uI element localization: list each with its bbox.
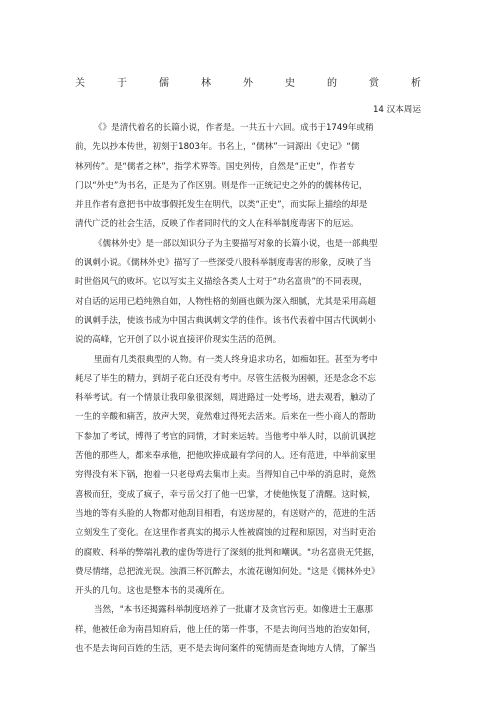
author-byline: 14 汉本周运: [372, 105, 421, 115]
paragraph: [75, 235, 421, 351]
paragraph: [75, 601, 421, 659]
title-char: 林: [201, 78, 211, 89]
paragraph: [75, 119, 421, 235]
paragraph-line: 立刻发生了变化。在这里作者真实的揭示人性被腐蚀的过程和原因，对当时吏治: [75, 528, 376, 539]
title-char: 儒: [159, 78, 169, 89]
paragraph-line: 耗尽了毕生的精力，到胡子花白还没有考中。尽管生活极为困顿，还是念念不忘: [75, 373, 376, 384]
paragraph-line: 的讽刺手法，使该书成为中国古典讽刺文学的佳作。该书代表着中国古代讽刺小: [75, 315, 376, 326]
paragraph-line: 费尽情绪，总把流光误。浊酒三杯沉醉去，水流花谢知何处。"这是《儒林外史》: [75, 566, 380, 577]
document-title: [75, 74, 421, 89]
title-char: 关: [75, 78, 85, 89]
paragraph-line: 的讽刺小说。《儒林外史》描写了一些深受八股科举制度毒害的形象，反映了当: [75, 258, 372, 269]
title-char: 史: [285, 78, 295, 89]
paragraph-line: 样，他被任命为南昌知府后，他上任的第一件事，不是去询问当地的治安如何，: [75, 624, 376, 635]
paragraph-line: 门以“外史”为书名，正是为了作区别。则是作一正统记史之外的的儒林传记，: [75, 180, 368, 191]
paragraph-line: 林列传”。是“儒者之林”，指学术界等。国史列传，自然是“正史”，作者专: [75, 161, 356, 172]
paragraph-line: 并且作者有意把书中故事假托发生在明代，以类“正史”，而实际上描绘的却是: [75, 200, 368, 211]
paragraph-line: 开头的几句。这也是整本书的灵魂所在。: [75, 586, 230, 597]
title-char: 于: [117, 78, 127, 89]
paragraph-line: 喜极而狂，变成了疯子，幸亏岳父打了他一巴掌，才使他恢复了清醒。这时候，: [75, 489, 376, 500]
paragraph-line: 当地的等有头脸的人物都对他刮目相看，有送房屋的，有送财产的，范进的生活: [75, 508, 376, 519]
paragraph-line: 清代广泛的社会生活，反映了作者同时代的文人在科举制度毒害下的厄运。: [75, 219, 359, 230]
title-char: 析: [411, 78, 421, 89]
paragraph-line: 苦他的那些人，都来奉承他，把他吹捧成最有学问的人。还有范进，中举前家里: [75, 451, 376, 462]
paragraph-line: 《》是清代着名的长篇小说，作者是。一共五十六回。成书于1749年或稍: [93, 123, 374, 133]
paragraph-line: 的腐败、科举的弊端礼教的虚伪等进行了深刻的批判和嘲讽。"功名富贵无凭据，: [75, 547, 380, 558]
paragraph-line: 时世俗风气的败坏。它以写实主义描绘各类人士对于“功名富贵”的不同表现，: [75, 277, 368, 288]
paragraph-line: 下参加了考试，博得了考官的同情，才时来运转。当他考中举人时，以前讥讽挖: [75, 431, 376, 442]
paragraph: [75, 351, 421, 602]
paragraph-line: 也不是去询问百姓的生活，更不是去询问案件的冤情而是查询地方人情，了解当: [75, 644, 376, 655]
paragraph-line: 前，先以抄本传世，初刻于1803年。书名上，“儒林”一词源出《史记》“儒: [75, 142, 360, 153]
paragraph-line: 对自话的运用已趋纯熟自如，人物性格的刻画也颇为深入细腻，尤其是采用高超: [75, 296, 376, 307]
paragraph-line: 穷得没有米下锅，抱着一只老母鸡去集市上卖。当得知自己中举的消息时，竟然: [75, 470, 376, 481]
title-char: 外: [243, 78, 253, 89]
paragraph-line: 《儒林外史》是一部以知识分子为主要描写对象的长篇小说，也是一部典型: [93, 238, 378, 249]
title-char: 赏: [369, 78, 379, 89]
title-char: 的: [327, 78, 337, 89]
paragraph-line: 一生的辛酸和痛苦，放声大哭，竟然难过得死去活来。后来在一些小商人的帮助: [75, 412, 376, 423]
paragraph-line: 当然，"本书还揭露科举制度培养了一批庸才及贪官污吏。如像进士王惠那: [93, 605, 373, 616]
document-body: [75, 119, 421, 659]
paragraph-line: 科举考试。有一个情景让我印象很深刻，周进路过一处考场，进去观看，触动了: [75, 393, 376, 404]
paragraph-line: 里面有几类很典型的人物。有一类人终身追求功名，如痴如狂。甚至为考中: [93, 354, 378, 365]
paragraph-line: 说的高峰，它开创了以小说直接评价现实生活的范例。: [75, 335, 282, 346]
